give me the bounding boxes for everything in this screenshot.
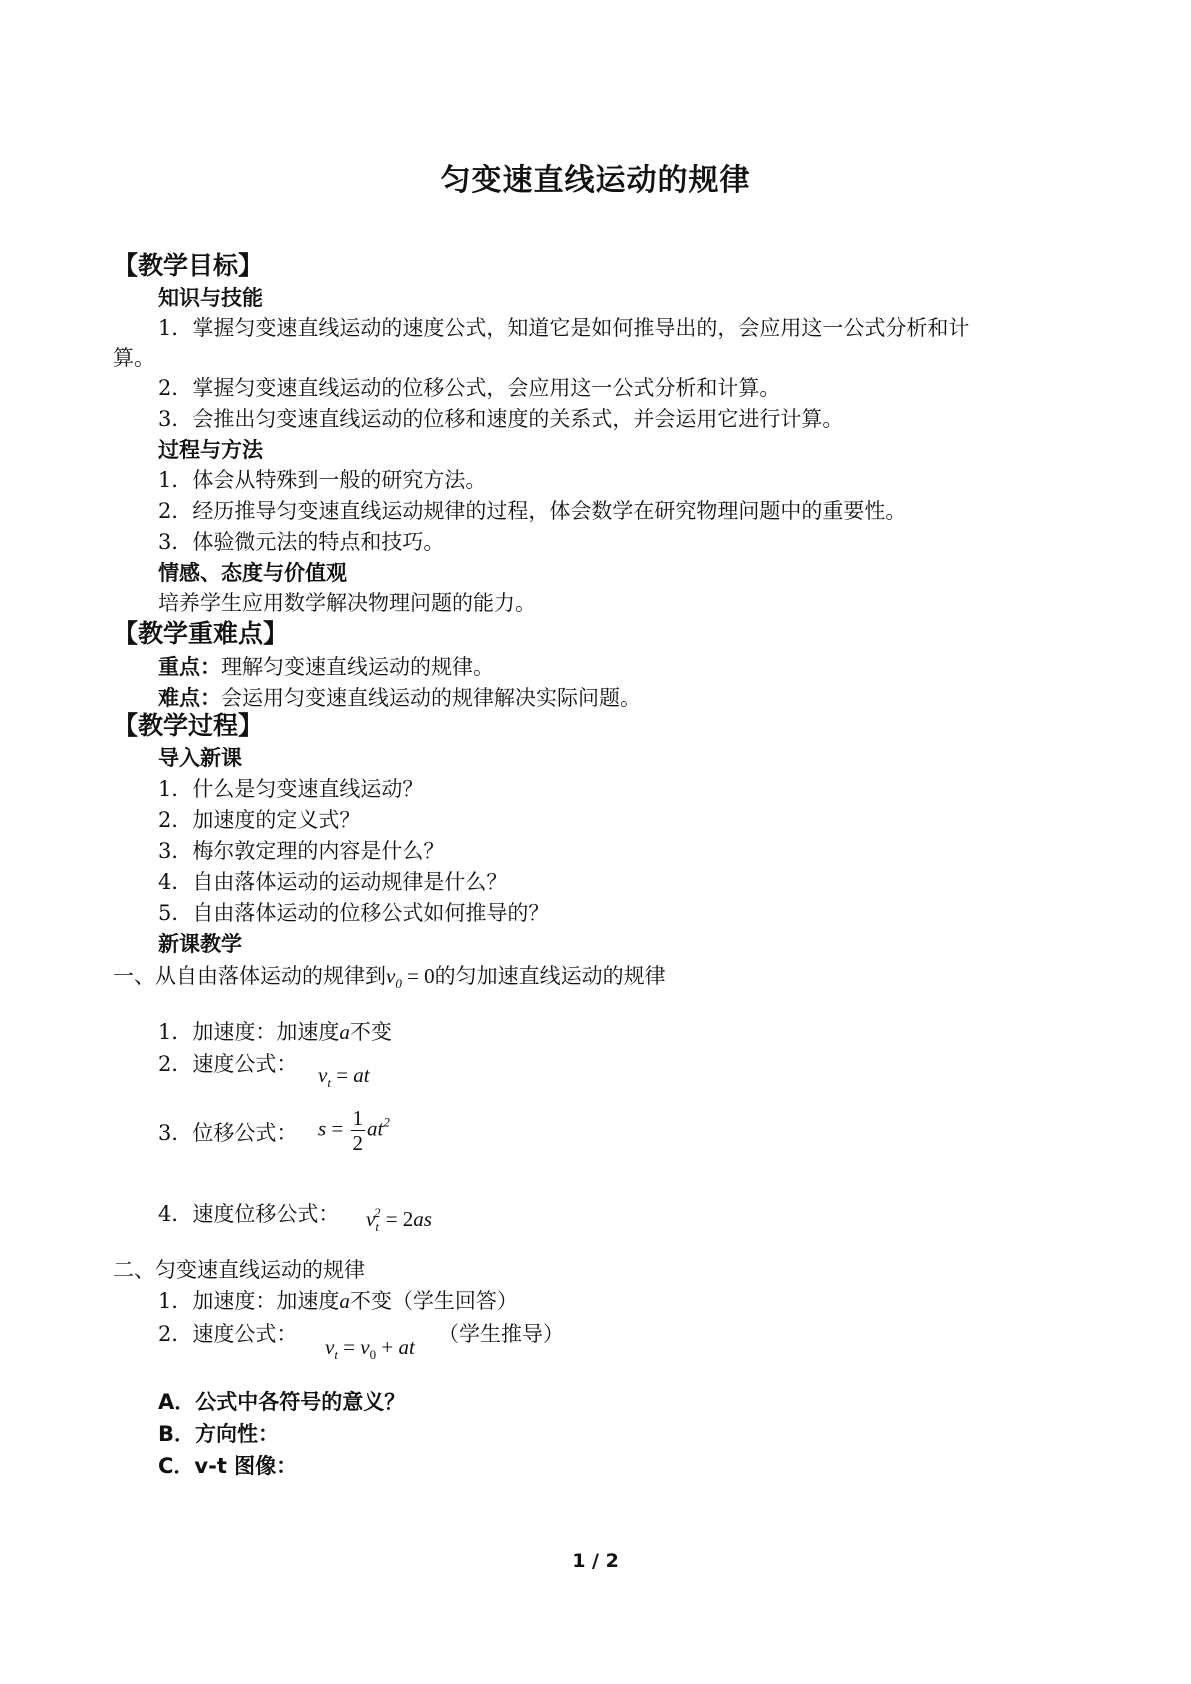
part2-item-1-pre: 1．加速度：加速度	[158, 1289, 340, 1313]
part2-item-1-var: a	[339, 1289, 350, 1313]
process-item-1: 1．体会从特殊到一般的研究方法。	[158, 468, 487, 492]
process-item-3: 3．体验微元法的特点和技巧。	[158, 530, 445, 554]
difficulty-text: 会运用匀变速直线运动的规律解决实际问题。	[221, 686, 641, 710]
part1-item-2: 2．速度公式：	[158, 1052, 298, 1076]
knowledge-item-1-cont: 算。	[113, 346, 155, 370]
formula-vt-equals-v0-plus-at: $v_t = v_0$ + at	[325, 1335, 415, 1362]
subheading-new-lesson: 新课教学	[158, 932, 242, 956]
emotion-text: 培养学生应用数学解决物理问题的能力。	[158, 591, 536, 615]
formula-v0-equals-0: $v_0 = 0$	[386, 964, 435, 991]
intro-question-3: 3．梅尔敦定理的内容是什么？	[158, 839, 445, 863]
intro-question-1: 1．什么是匀变速直线运动？	[158, 777, 424, 801]
key-point-line	[158, 653, 494, 681]
part1-item-1-var: a	[339, 1020, 350, 1044]
part2-sub-c: C．v-t 图像：	[158, 1454, 298, 1478]
page-title: 匀变速直线运动的规律	[440, 163, 751, 198]
part1-title-post: 的匀加速直线运动的规律	[434, 964, 666, 988]
intro-question-4: 4．自由落体运动的运动规律是什么？	[158, 870, 508, 894]
part2-sub-a: A．公式中各符号的意义？	[158, 1390, 406, 1414]
knowledge-item-1: 1．掌握匀变速直线运动的速度公式，知道它是如何推导出的，会应用这一公式分析和计	[158, 316, 970, 340]
difficulty-line	[158, 684, 641, 712]
subheading-knowledge: 知识与技能	[158, 286, 263, 310]
formula-s-equals-half-at2: s = $\frac{1}{2}$ $at^2$	[318, 1106, 390, 1155]
knowledge-item-2: 2．掌握匀变速直线运动的位移公式，会应用这一公式分析和计算。	[158, 376, 781, 400]
key-label: 重点：	[158, 655, 221, 679]
formula-vt2-equals-2as: $v_t^2 = 2as$	[366, 1205, 432, 1234]
intro-question-2: 2．加速度的定义式？	[158, 808, 361, 832]
heading-objectives: 【教学目标】	[113, 251, 264, 280]
part2-item-1-post: 不变（学生回答）	[349, 1289, 518, 1313]
part2-title: 二、匀变速直线运动的规律	[113, 1258, 365, 1282]
knowledge-item-3: 3．会推出匀变速直线运动的位移和速度的关系式，并会运用它进行计算。	[158, 407, 844, 431]
difficulty-label: 难点：	[158, 686, 221, 710]
part1-item-1-pre: 1．加速度：加速度	[158, 1020, 340, 1044]
subheading-process: 过程与方法	[158, 438, 263, 462]
intro-question-5: 5．自由落体运动的位移公式如何推导的？	[158, 901, 550, 925]
heading-teaching-process: 【教学过程】	[113, 711, 264, 740]
part2-item-1	[158, 1287, 518, 1315]
formula-vt-equals-at: $v_t$ = at	[318, 1063, 370, 1090]
part1-item-1	[158, 1018, 392, 1046]
part1-title	[113, 962, 666, 998]
page-number: 1 / 2	[572, 1550, 619, 1572]
heading-key-points: 【教学重难点】	[113, 619, 289, 648]
key-text: 理解匀变速直线运动的规律。	[221, 655, 494, 679]
part2-item-2: 2．速度公式：	[158, 1322, 298, 1346]
part2-item-2-note: （学生推导）	[438, 1322, 564, 1346]
part1-item-3: 3．位移公式：	[158, 1121, 298, 1145]
part1-title-pre: 一、从自由落体运动的规律到	[113, 964, 386, 988]
part1-item-4: 4．速度位移公式：	[158, 1202, 340, 1226]
part2-sub-b: B．方向性：	[158, 1422, 280, 1446]
process-item-2: 2．经历推导匀变速直线运动规律的过程，体会数学在研究物理问题中的重要性。	[158, 499, 907, 523]
part1-item-1-post: 不变	[349, 1020, 392, 1044]
subheading-emotion: 情感、态度与价值观	[158, 561, 347, 585]
subheading-intro: 导入新课	[158, 746, 242, 770]
